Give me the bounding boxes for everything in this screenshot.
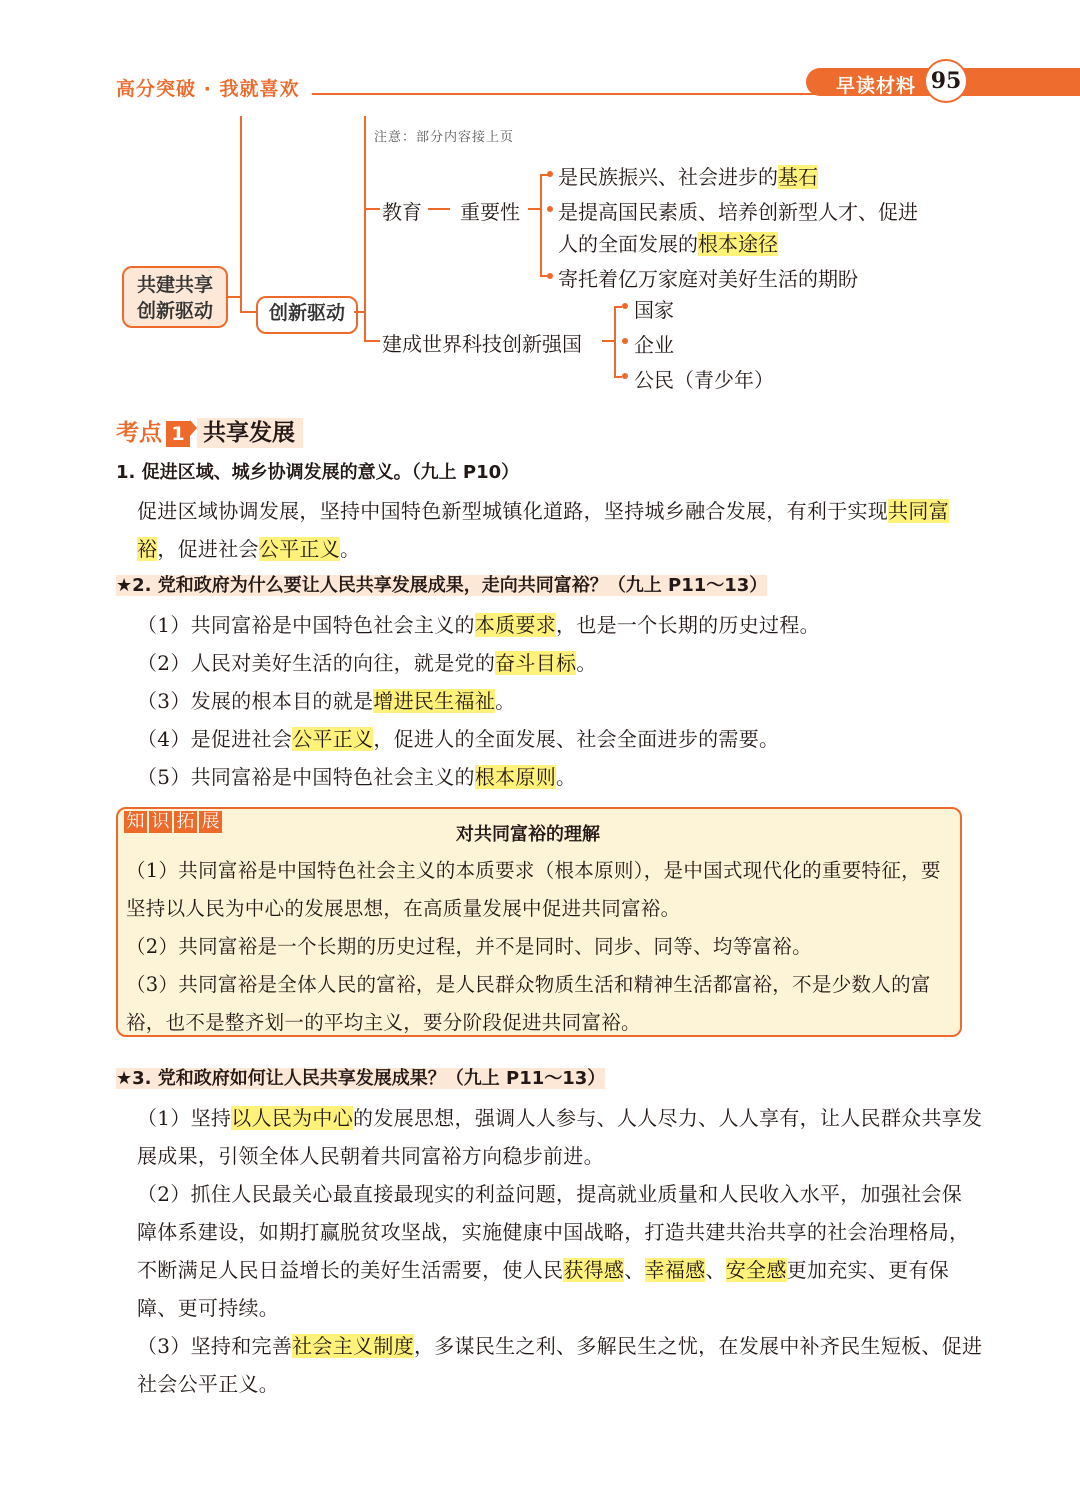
text: （3）坚持和完善 bbox=[137, 1334, 293, 1358]
text: 、 bbox=[624, 1258, 645, 1282]
mm-importance-3: 寄托着亿万家庭对美好生活的期盼 bbox=[558, 267, 858, 291]
text: 的发展思想，强调人人参与、人人尽力、人人享有，让人民群众共享发 bbox=[353, 1106, 983, 1130]
text: 人的全面发展的 bbox=[558, 232, 698, 256]
text: 更加充实、更有保 bbox=[786, 1258, 950, 1282]
text: （5）共同富裕是中国特色社会主义的 bbox=[137, 765, 475, 789]
mm-bullet bbox=[622, 338, 628, 344]
highlight: 基石 bbox=[778, 165, 818, 189]
q2-item-5 bbox=[137, 761, 576, 790]
section-title bbox=[116, 414, 303, 444]
mm-bullet bbox=[622, 303, 628, 309]
text: （3）发展的根本目的就是 bbox=[137, 689, 374, 713]
mm-importance: 重要性 bbox=[460, 200, 520, 224]
q3-p2-line1: （2）抓住人民最关心最直接最现实的利益问题，提高就业质量和人民收入水平，加强社会保 bbox=[137, 1182, 963, 1206]
text: 。 bbox=[576, 651, 597, 675]
mm-note: 注意：部分内容接上页 bbox=[374, 130, 515, 145]
mm-importance-2-line2 bbox=[558, 228, 778, 257]
highlight: 共同富 bbox=[888, 499, 950, 523]
question-2-text: ★2. 党和政府为什么要让人民共享发展成果，走向共同富裕？（九上 P11～13） bbox=[116, 575, 768, 596]
q3-p2-line3 bbox=[137, 1254, 949, 1283]
mm-bullet bbox=[622, 373, 628, 379]
question-3-title bbox=[116, 1064, 605, 1090]
mm-connector bbox=[364, 116, 366, 341]
q3-p1-line1 bbox=[137, 1102, 982, 1131]
mm-root-line2: 创新驱动 bbox=[136, 300, 213, 322]
highlight: 社会主义制度 bbox=[292, 1334, 414, 1358]
mm-sub-1: 国家 bbox=[634, 298, 674, 322]
header-left-title: 高分突破 · 我就喜欢 bbox=[116, 78, 300, 100]
section-label: 考点 bbox=[116, 420, 162, 446]
mm-node-innovation: 创新驱动 bbox=[256, 296, 358, 334]
text: ，促进社会 bbox=[157, 537, 259, 561]
text: ，多谋民生之利、多解民生之忧，在发展中补齐民生短板、促进 bbox=[413, 1334, 983, 1358]
mm-connector bbox=[540, 275, 548, 277]
highlight: 根本途径 bbox=[698, 232, 778, 256]
mm-sub-2: 企业 bbox=[634, 333, 674, 357]
q3-p3-line2: 社会公平正义。 bbox=[137, 1372, 280, 1396]
section-number: 1 bbox=[166, 421, 190, 447]
highlight: 增进民生福祉 bbox=[373, 689, 496, 713]
highlight: 幸福感 bbox=[644, 1258, 706, 1282]
highlight: 公平正义 bbox=[292, 727, 374, 751]
mm-power: 建成世界科技创新强国 bbox=[382, 332, 582, 356]
text: 。 bbox=[340, 537, 361, 561]
box-line-4: （3）共同富裕是全体人民的富裕，是人民群众物质生活和精神生活都富裕，不是少数人的富 bbox=[126, 973, 931, 996]
mm-connector bbox=[228, 296, 240, 298]
highlight: 奋斗目标 bbox=[495, 651, 577, 675]
knowledge-title: 对共同富裕的理解 bbox=[456, 824, 600, 845]
box-line-2: 坚持以人民为中心的发展思想，在高质量发展中促进共同富裕。 bbox=[126, 897, 681, 920]
header-divider bbox=[312, 93, 827, 95]
highlight: 根本原则 bbox=[474, 765, 557, 789]
q1-line2 bbox=[137, 533, 360, 562]
mm-bullet bbox=[547, 206, 553, 212]
mm-connector bbox=[354, 311, 364, 313]
text: （1）共同富裕是中国特色社会主义的 bbox=[137, 613, 475, 637]
highlight: 裕 bbox=[137, 537, 158, 561]
mm-connector bbox=[364, 208, 380, 210]
mm-root-node bbox=[122, 266, 228, 328]
highlight: 安全感 bbox=[725, 1258, 787, 1282]
mm-sub-3: 公民（青少年） bbox=[634, 368, 774, 392]
tag-char: 拓 bbox=[174, 811, 197, 833]
q3-p3-line1 bbox=[137, 1330, 982, 1359]
mm-root-line1: 共建共享 bbox=[136, 274, 213, 296]
q3-p2-line4: 障、更可持续。 bbox=[137, 1296, 280, 1320]
knowledge-tag bbox=[124, 811, 224, 833]
text: 。 bbox=[495, 689, 516, 713]
text: （2）人民对美好生活的向往，就是党的 bbox=[137, 651, 496, 675]
tag-char: 识 bbox=[149, 811, 172, 833]
mm-connector bbox=[364, 340, 380, 342]
q2-item-1 bbox=[137, 609, 820, 638]
mm-education: 教育 bbox=[382, 200, 422, 224]
tag-char: 展 bbox=[199, 811, 222, 833]
q2-item-4 bbox=[137, 723, 779, 752]
mm-connector bbox=[540, 174, 548, 176]
highlight: 公平正义 bbox=[258, 537, 341, 561]
header-tab-label: 早读材料 bbox=[836, 75, 917, 97]
box-line-3: （2）共同富裕是一个长期的历史过程，并不是同时、同步、同等、均等富裕。 bbox=[126, 935, 812, 958]
highlight: 以人民为中心 bbox=[231, 1106, 354, 1130]
question-3-text: ★3. 党和政府如何让人民共享发展成果？（九上 P11～13） bbox=[116, 1068, 606, 1089]
section-heading: 共享发展 bbox=[197, 418, 303, 448]
q3-p1-line2: 展成果，引领全体人民朝着共同富裕方向稳步前进。 bbox=[137, 1144, 604, 1168]
mm-importance-2-line1: 是提高国民素质、培养创新型人才、促进 bbox=[558, 200, 918, 224]
mm-connector bbox=[614, 306, 622, 308]
q2-item-2 bbox=[137, 647, 597, 676]
text: 不断满足人民日益增长的美好生活需要，使人民 bbox=[137, 1258, 564, 1282]
q2-item-3 bbox=[137, 685, 515, 714]
mm-connector bbox=[240, 311, 256, 313]
mm-connector bbox=[614, 376, 622, 378]
mm-connector bbox=[614, 306, 616, 378]
text: 、 bbox=[705, 1258, 726, 1282]
mm-connector bbox=[528, 208, 540, 210]
arrow-icon bbox=[190, 420, 197, 436]
text: 是民族振兴、社会进步的 bbox=[558, 165, 778, 189]
mm-connector bbox=[602, 340, 614, 342]
text: 。 bbox=[556, 765, 577, 789]
q1-line1 bbox=[137, 495, 949, 524]
mm-connector bbox=[240, 116, 242, 312]
text: （1）坚持 bbox=[137, 1106, 232, 1130]
highlight: 获得感 bbox=[563, 1258, 625, 1282]
box-line-1: （1）共同富裕是中国特色社会主义的本质要求（根本原则），是中国式现代化的重要特征，要 bbox=[126, 859, 941, 882]
highlight: 本质要求 bbox=[474, 613, 557, 637]
mm-importance-1 bbox=[558, 161, 818, 190]
mm-connector bbox=[428, 208, 450, 210]
question-1-title: 1. 促进区域、城乡协调发展的意义。（九上 P10） bbox=[116, 462, 520, 483]
q3-p2-line2: 障体系建设，如期打赢脱贫攻坚战，实施健康中国战略，打造共建共治共享的社会治理格局， bbox=[137, 1220, 970, 1244]
page-number: 95 bbox=[924, 59, 968, 103]
box-line-5: 裕，也不是整齐划一的平均主义，要分阶段促进共同富裕。 bbox=[126, 1011, 641, 1034]
text: （4）是促进社会 bbox=[137, 727, 293, 751]
text: ，也是一个长期的历史过程。 bbox=[556, 613, 820, 637]
text: ，促进人的全面发展、社会全面进步的需要。 bbox=[373, 727, 780, 751]
question-2-title bbox=[116, 571, 767, 597]
mm-connector bbox=[540, 174, 542, 276]
text: 促进区域协调发展，坚持中国特色新型城镇化道路，坚持城乡融合发展，有利于实现 bbox=[137, 499, 889, 523]
tag-char: 知 bbox=[124, 811, 147, 833]
